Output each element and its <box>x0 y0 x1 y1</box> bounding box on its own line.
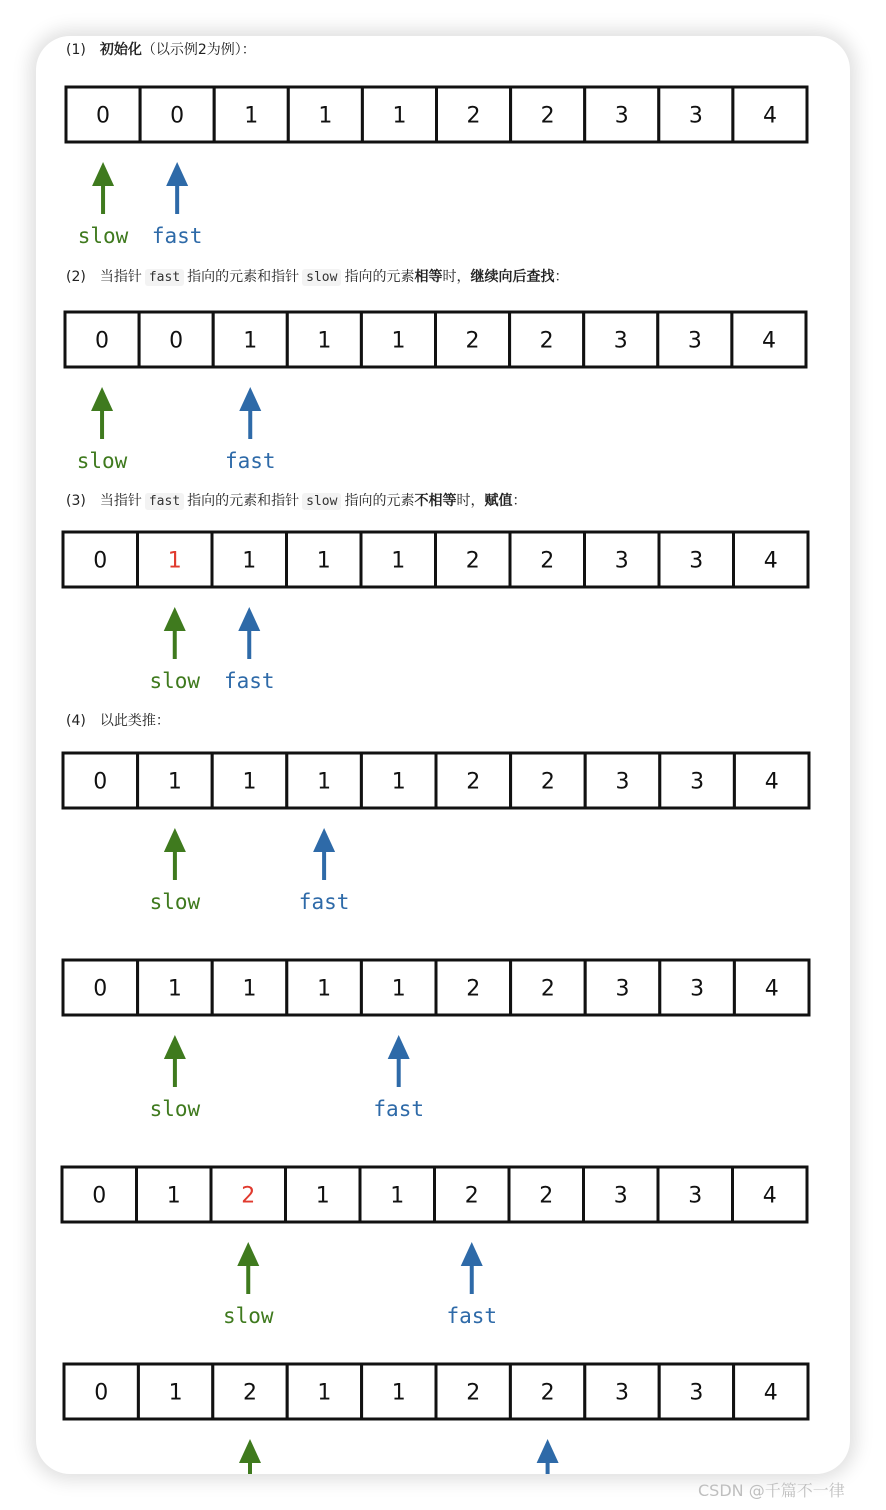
fast-pointer-arrow <box>238 607 260 659</box>
array-value: 3 <box>690 769 705 795</box>
array-value: 4 <box>762 103 777 129</box>
slow-label: slow <box>149 669 201 693</box>
array-value: 2 <box>540 1380 555 1406</box>
array-value: 3 <box>615 769 630 795</box>
array-diagram-2 <box>65 312 806 473</box>
slow-label: slow <box>149 890 201 914</box>
array-value: 2 <box>466 976 481 1002</box>
slow-label: slow <box>76 449 128 473</box>
array-value: 2 <box>540 103 555 129</box>
fast-pointer-arrow <box>537 1439 559 1474</box>
arrow-head <box>239 387 261 411</box>
array-value: 3 <box>687 328 702 354</box>
caption-text: 时， <box>442 269 471 285</box>
array-value: 3 <box>613 1183 628 1209</box>
array-value: 0 <box>96 103 111 129</box>
array-value: 1 <box>317 976 332 1002</box>
inline-code: fast <box>145 269 184 286</box>
array-value: 1 <box>167 548 182 574</box>
array-value: 1 <box>166 1183 181 1209</box>
fast-pointer-arrow <box>166 162 188 214</box>
array-value: 2 <box>241 1183 256 1209</box>
slow-pointer-arrow <box>239 1439 261 1474</box>
arrow-head <box>461 1242 483 1266</box>
array-value: 1 <box>317 1380 332 1406</box>
array-value: 4 <box>761 328 776 354</box>
slow-pointer-arrow <box>164 828 186 880</box>
slow-pointer-arrow <box>164 1035 186 1087</box>
bold-text: 赋值 <box>484 493 513 509</box>
array-value: 1 <box>390 1183 405 1209</box>
arrow-head <box>537 1439 559 1463</box>
csdn-watermark: CSDN @千篇不一律 <box>698 1481 845 1500</box>
array-value: 1 <box>391 976 406 1002</box>
array-value: 4 <box>764 976 779 1002</box>
bold-text: 相等 <box>414 269 443 285</box>
arrow-head <box>164 607 186 631</box>
slow-pointer-arrow <box>164 607 186 659</box>
slow-pointer-arrow <box>92 162 114 214</box>
array-value: 0 <box>95 328 110 354</box>
array-value: 3 <box>614 548 629 574</box>
slow-label: slow <box>149 1097 201 1121</box>
bold-text: 继续向后查找 <box>470 269 555 285</box>
content-card <box>36 36 850 1474</box>
array-value: 1 <box>391 1380 406 1406</box>
caption-text: 指向的元素和指针 <box>187 269 300 285</box>
array-value: 3 <box>615 976 630 1002</box>
array-value: 2 <box>540 976 555 1002</box>
inline-code: slow <box>302 269 341 286</box>
array-value: 1 <box>168 1380 183 1406</box>
array-value: 2 <box>466 1380 481 1406</box>
step-number: (4) <box>66 713 86 729</box>
slow-label: slow <box>222 1304 274 1328</box>
fast-pointer-arrow <box>388 1035 410 1087</box>
arrow-head <box>164 828 186 852</box>
array-value: 3 <box>614 103 629 129</box>
caption-text: 指向的元素和指针 <box>187 493 300 509</box>
array-value: 1 <box>391 769 406 795</box>
array-value: 2 <box>539 328 554 354</box>
array-value: 1 <box>242 548 257 574</box>
array-value: 2 <box>465 548 480 574</box>
array-value: 1 <box>318 103 333 129</box>
fast-label: fast <box>298 890 350 914</box>
array-value: 0 <box>93 769 108 795</box>
array-value: 0 <box>94 1380 109 1406</box>
slow-label: slow <box>77 224 129 248</box>
array-value: 3 <box>690 976 705 1002</box>
fast-label: fast <box>446 1304 498 1328</box>
array-value: 1 <box>316 548 331 574</box>
caption-text: 当指针 <box>99 269 142 285</box>
caption-text: ： <box>554 269 569 285</box>
array-value: 2 <box>540 769 555 795</box>
fast-label: fast <box>151 224 203 248</box>
array-value: 1 <box>244 103 259 129</box>
caption-text: 指向的元素 <box>344 493 415 509</box>
arrow-head <box>237 1242 259 1266</box>
array-value: 0 <box>170 103 185 129</box>
arrow-head <box>92 162 114 186</box>
two-pointer-diagram <box>36 36 850 1474</box>
array-value: 0 <box>169 328 184 354</box>
array-value: 3 <box>688 1183 703 1209</box>
arrow-head <box>164 1035 186 1059</box>
array-value: 3 <box>613 328 628 354</box>
caption-text: 当指针 <box>99 493 142 509</box>
caption-text: 时， <box>456 493 485 509</box>
array-value: 2 <box>539 1183 554 1209</box>
inline-code: slow <box>302 493 341 510</box>
array-value: 1 <box>242 769 257 795</box>
caption-text: （以示例2为例）： <box>141 42 256 58</box>
array-value: 2 <box>465 328 480 354</box>
array-diagram-7 <box>64 1364 808 1474</box>
array-value: 0 <box>92 1183 107 1209</box>
array-value: 4 <box>763 1380 778 1406</box>
array-value: 1 <box>167 976 182 1002</box>
fast-pointer-arrow <box>239 387 261 439</box>
slow-pointer-arrow <box>91 387 113 439</box>
fast-label: fast <box>224 449 276 473</box>
array-value: 3 <box>688 103 703 129</box>
array-diagram-6 <box>62 1167 807 1328</box>
fast-pointer-arrow <box>461 1242 483 1294</box>
fast-label: fast <box>223 669 275 693</box>
step-number: (2) <box>66 269 86 285</box>
arrow-head <box>91 387 113 411</box>
array-diagram-5 <box>63 960 809 1121</box>
array-value: 2 <box>243 1380 257 1406</box>
arrow-head <box>239 1439 261 1463</box>
fast-label: fast <box>373 1097 424 1121</box>
array-value: 1 <box>391 328 406 354</box>
array-value: 1 <box>392 103 407 129</box>
array-value: 3 <box>689 1380 704 1406</box>
array-value: 1 <box>317 769 332 795</box>
step-number: (1) <box>66 42 86 58</box>
inline-code: fast <box>145 493 184 510</box>
array-value: 4 <box>762 1183 777 1209</box>
array-value: 1 <box>315 1183 330 1209</box>
array-value: 4 <box>763 548 778 574</box>
arrow-head <box>313 828 335 852</box>
array-value: 1 <box>167 769 182 795</box>
array-value: 2 <box>466 103 481 129</box>
array-value: 1 <box>317 328 332 354</box>
caption-text: 指向的元素 <box>344 269 415 285</box>
array-value: 1 <box>243 328 258 354</box>
array-value: 2 <box>540 548 555 574</box>
fast-pointer-arrow <box>313 828 335 880</box>
array-value: 2 <box>464 1183 479 1209</box>
arrow-head <box>166 162 188 186</box>
slow-pointer-arrow <box>237 1242 259 1294</box>
bold-text: 不相等 <box>414 493 457 509</box>
arrow-head <box>238 607 260 631</box>
array-value: 3 <box>689 548 704 574</box>
array-value: 0 <box>93 548 108 574</box>
array-value: 1 <box>242 976 257 1002</box>
array-diagram-3 <box>63 532 808 693</box>
caption-text: ： <box>512 493 527 509</box>
array-value: 1 <box>391 548 406 574</box>
bold-text: 初始化 <box>99 42 142 58</box>
step-number: (3) <box>66 493 86 509</box>
array-diagram-1 <box>66 87 807 248</box>
caption-text: 以此类推： <box>99 713 170 729</box>
array-value: 0 <box>93 976 108 1002</box>
array-value: 3 <box>615 1380 629 1406</box>
array-value: 4 <box>764 769 779 795</box>
array-value: 2 <box>466 769 481 795</box>
array-diagram-4 <box>63 753 809 914</box>
arrow-head <box>388 1035 410 1059</box>
